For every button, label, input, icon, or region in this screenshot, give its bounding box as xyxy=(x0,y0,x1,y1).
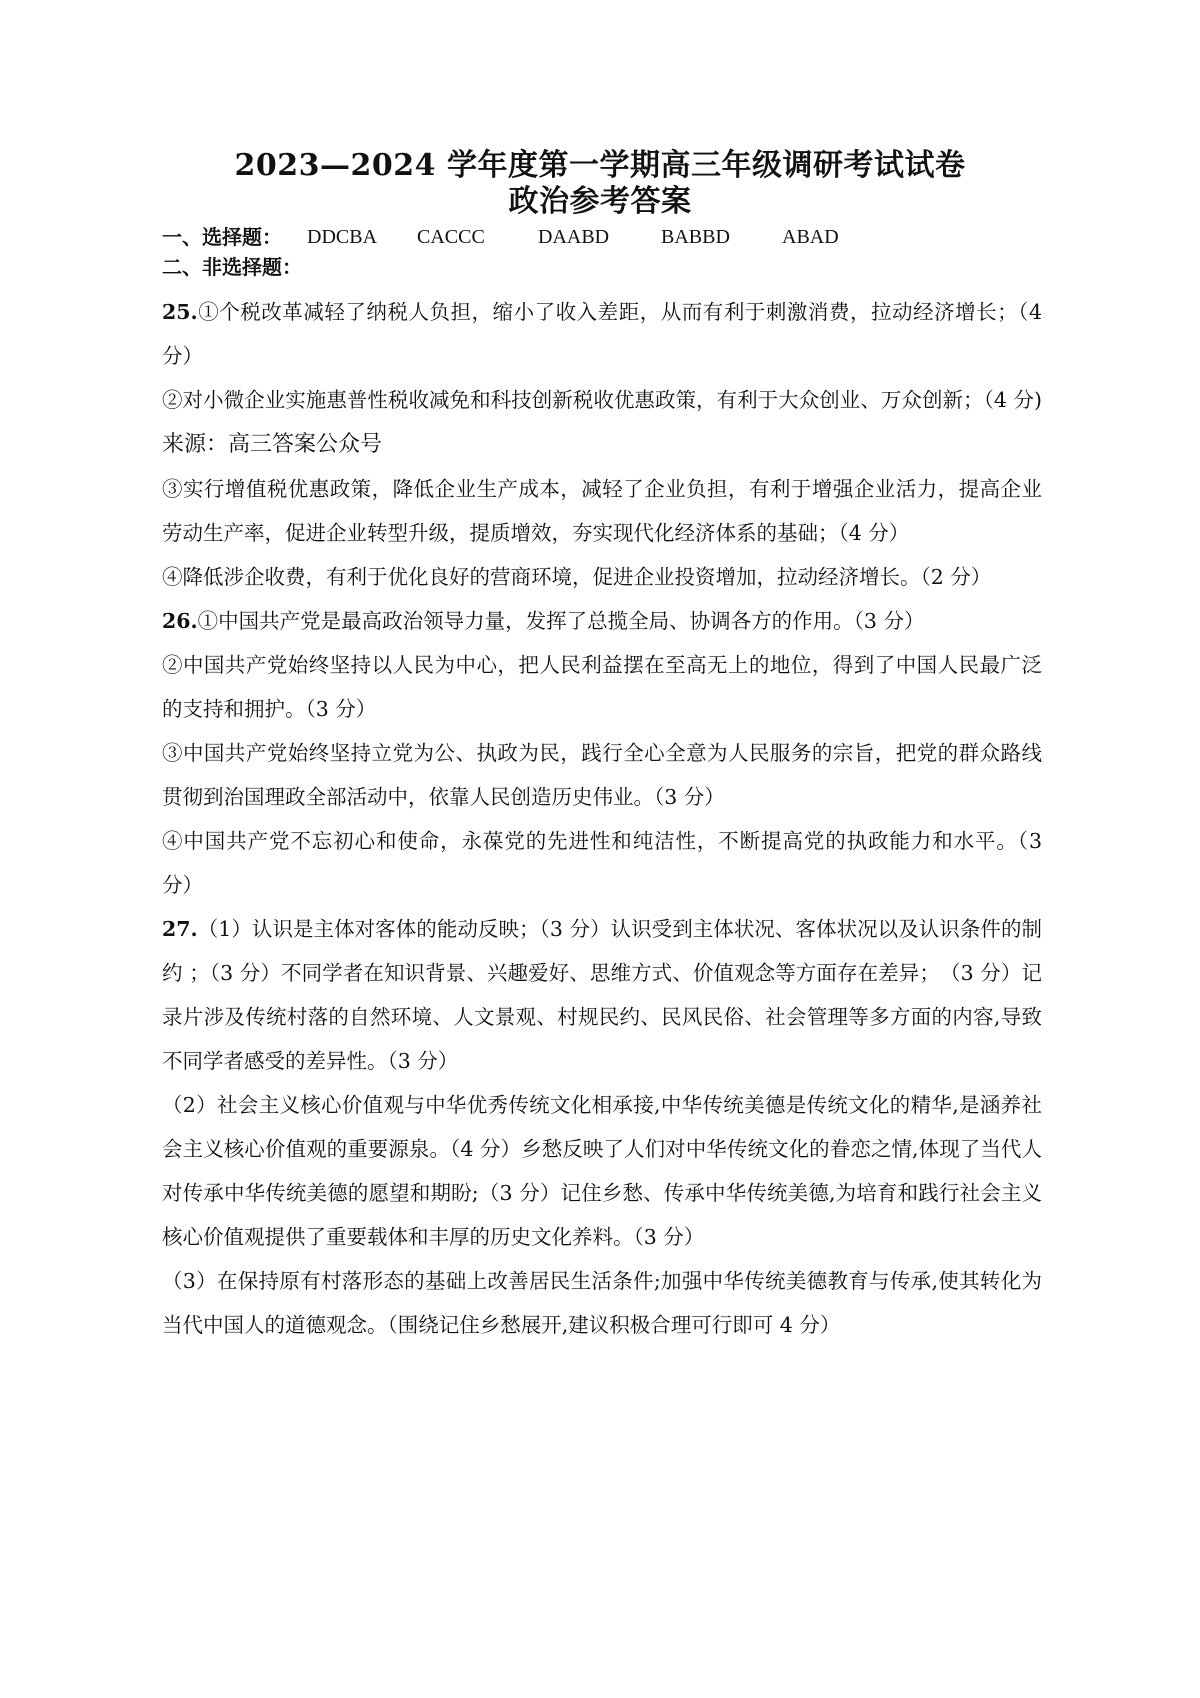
q26-point-2: ②中国共产党始终坚持以人民为中心，把人民利益摆在至高无上的地位，得到了中国人民最广泛的支持和拥护。（3 分） xyxy=(162,653,1042,721)
q27-part-2: （2）社会主义核心价值观与中华优秀传统文化相承接,中华传统美德是传统文化的精华,是涵养社会主义核心价值观的重要源泉。（4 分）乡愁反映了人们对中华传统文化的眷恋之情,体现了当代人对传承中华传统美德的愿望和期盼;（3 分）记住乡愁、传承中华传统美德,为培育和践行社会主义核心价值观提供了重要载体和丰厚的历史文化养料。（3 分） xyxy=(162,1093,1042,1249)
q25-point-3: ③实行增值税优惠政策，降低企业生产成本，减轻了企业负担，有利于增强企业活力，提高企业劳动生产率，促进企业转型升级，提质增效，夯实现代化经济体系的基础；（4 分） xyxy=(162,477,1042,545)
question-number-27: 27. xyxy=(162,917,198,941)
document-title: 2023—2024 学年度第一学期高三年级调研考试试卷 xyxy=(234,148,966,183)
multiple-choice-answers xyxy=(162,222,839,252)
answer-group-2: CACCC xyxy=(417,226,485,248)
q27-part-1-text: （1）认识是主体对客体的能动反映；（3 分）认识受到主体状况、客体状况以及认识条件的制约 ；（3 分）不同学者在知识背景、兴趣爱好、思维方式、价值观念等方面存在差异； （3 分）记录片涉及传统村落的自然环境、人文景观、村规民约、民风民俗、社会管理等多方面的内容,导致不同学者感受的差异性。（3 分） xyxy=(162,917,1042,1073)
q25-point-2-text: ②对小微企业实施惠普性税收减免和科技创新税收优惠政策，有利于大众创业、万众创新；（4 分) xyxy=(162,388,1042,412)
q26-point-1 xyxy=(162,599,1042,643)
source-note: 来源：高三答案公众号 xyxy=(162,432,383,457)
answer-group-3: DAABD xyxy=(538,226,610,248)
q25-point-1-text: ①个税改革减轻了纳税人负担，缩小了收入差距，从而有利于刺激消费，拉动经济增长；（4 分） xyxy=(162,300,1042,368)
answers-body xyxy=(162,290,1042,1347)
q27-part-3: （3）在保持原有村落形态的基础上改善居民生活条件;加强中华传统美德教育与传承,使其转化为当代中国人的道德观念。（围绕记住乡愁展开,建议积极合理可行即可 4 分） xyxy=(162,1269,1042,1337)
q26-point-4: ④中国共产党不忘初心和使命，永葆党的先进性和纯洁性，不断提高党的执政能力和水平。（3 分） xyxy=(162,829,1042,897)
q26-point-1-text: ①中国共产党是最高政治领导力量，发挥了总揽全局、协调各方的作用。（3 分） xyxy=(197,609,925,633)
answer-group-1: DDCBA xyxy=(307,226,378,248)
multiple-choice-label: 一、选择题： xyxy=(162,225,282,249)
q26-point-3: ③中国共产党始终坚持立党为公、执政为民，践行全心全意为人民服务的宗旨，把党的群众路线贯彻到治国理政全部活动中，依靠人民创造历史伟业。（3 分） xyxy=(162,741,1042,809)
document-subtitle: 政治参考答案 xyxy=(508,184,692,219)
q27-part-1 xyxy=(162,907,1042,1083)
q25-point-4: ④降低涉企收费，有利于优化良好的营商环境，促进企业投资增加，拉动经济增长。（2 分） xyxy=(162,565,992,589)
q25-point-1 xyxy=(162,290,1042,378)
answer-group-5: ABAD xyxy=(782,226,839,248)
q25-point-2 xyxy=(162,378,1042,467)
non-choice-label: 二、非选择题： xyxy=(162,255,302,279)
answer-group-4: BABBD xyxy=(661,226,730,248)
question-number-26: 26. xyxy=(162,609,198,633)
question-number-25: 25. xyxy=(162,300,198,324)
